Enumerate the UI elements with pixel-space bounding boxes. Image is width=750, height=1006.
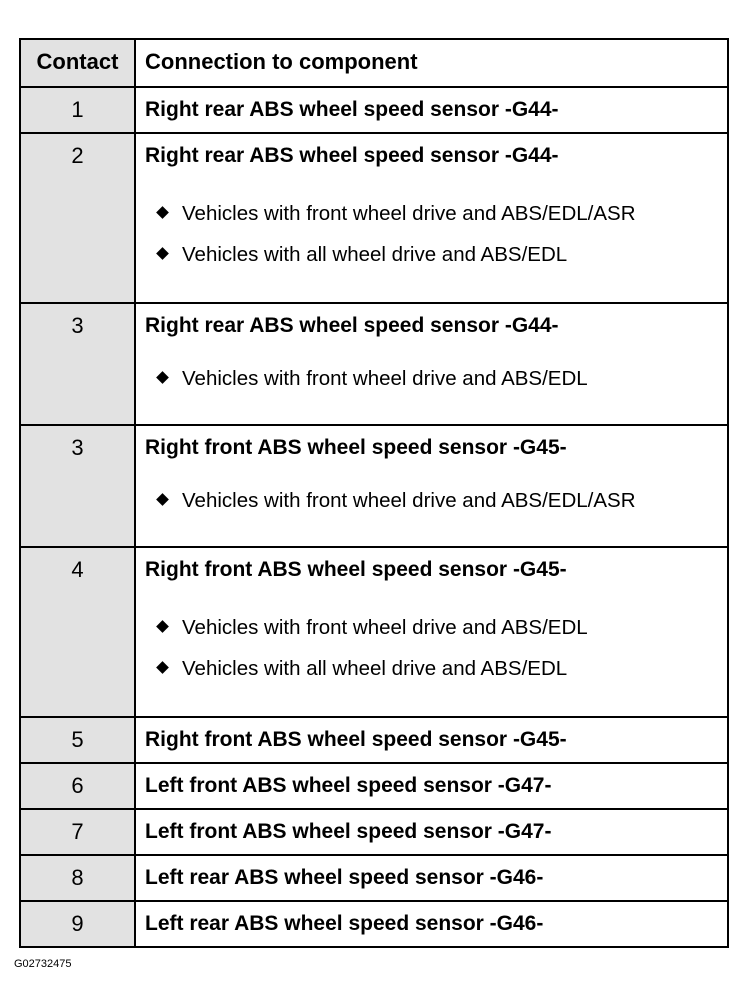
contact-number: 4 [21,548,136,716]
connection-cell [136,426,727,546]
table-row [21,900,727,946]
table-row [21,716,727,762]
condition-list [145,483,727,519]
contact-number: 7 [21,810,136,854]
table-row [21,808,727,854]
table-row [21,302,727,424]
table-row [21,132,727,302]
component-name: Right rear ABS wheel speed sensor -G44- [145,314,559,337]
table-row [21,424,727,546]
diamond-bullet-icon [156,493,169,506]
contact-number: 3 [21,426,136,546]
table-row [21,762,727,808]
contact-number: 2 [21,134,136,302]
connection-cell [136,810,727,854]
diamond-bullet-icon [156,661,169,674]
condition-text: Vehicles with all wheel drive and ABS/EDL [182,657,568,680]
table-row [21,86,727,132]
figure-id-caption: G02732475 [14,958,72,970]
component-name: Left front ABS wheel speed sensor -G47- [145,820,552,843]
condition-item [145,651,727,687]
contact-number: 6 [21,764,136,808]
condition-item [145,191,727,237]
condition-item [145,605,727,651]
condition-text: Vehicles with front wheel drive and ABS/EDL/ASR [182,202,636,225]
component-name: Left rear ABS wheel speed sensor -G46- [145,912,544,935]
connection-cell [136,548,727,716]
condition-item [145,237,727,273]
table-row [21,546,727,716]
component-name: Right rear ABS wheel speed sensor -G44- [145,144,559,167]
connection-cell [136,902,727,946]
connector-pin-table [19,38,729,948]
contact-number: 3 [21,304,136,424]
connection-cell [136,134,727,302]
contact-number: 9 [21,902,136,946]
contact-column-header: Contact [21,40,136,86]
connection-cell [136,88,727,132]
component-name: Right rear ABS wheel speed sensor -G44- [145,98,559,121]
condition-text: Vehicles with all wheel drive and ABS/EDL [182,243,568,266]
table-row [21,854,727,900]
connection-cell [136,304,727,424]
condition-item [145,483,727,519]
contact-number: 5 [21,718,136,762]
condition-text: Vehicles with front wheel drive and ABS/EDL/ASR [182,489,636,512]
table-header-row [21,40,727,86]
component-name: Right front ABS wheel speed sensor -G45- [145,558,567,581]
condition-item [145,361,727,397]
condition-text: Vehicles with front wheel drive and ABS/EDL [182,616,588,639]
component-name: Right front ABS wheel speed sensor -G45- [145,436,567,459]
connection-column-header: Connection to component [145,49,418,74]
component-name: Left front ABS wheel speed sensor -G47- [145,774,552,797]
contact-number: 8 [21,856,136,900]
connection-cell [136,718,727,762]
connection-cell [136,856,727,900]
condition-list [145,605,727,687]
component-name: Right front ABS wheel speed sensor -G45- [145,728,567,751]
diamond-bullet-icon [156,620,169,633]
component-name: Left rear ABS wheel speed sensor -G46- [145,866,544,889]
diamond-bullet-icon [156,247,169,260]
diamond-bullet-icon [156,371,169,384]
condition-list [145,361,727,397]
contact-number: 1 [21,88,136,132]
condition-list [145,191,727,273]
diamond-bullet-icon [156,206,169,219]
condition-text: Vehicles with front wheel drive and ABS/EDL [182,367,588,390]
connection-cell [136,764,727,808]
